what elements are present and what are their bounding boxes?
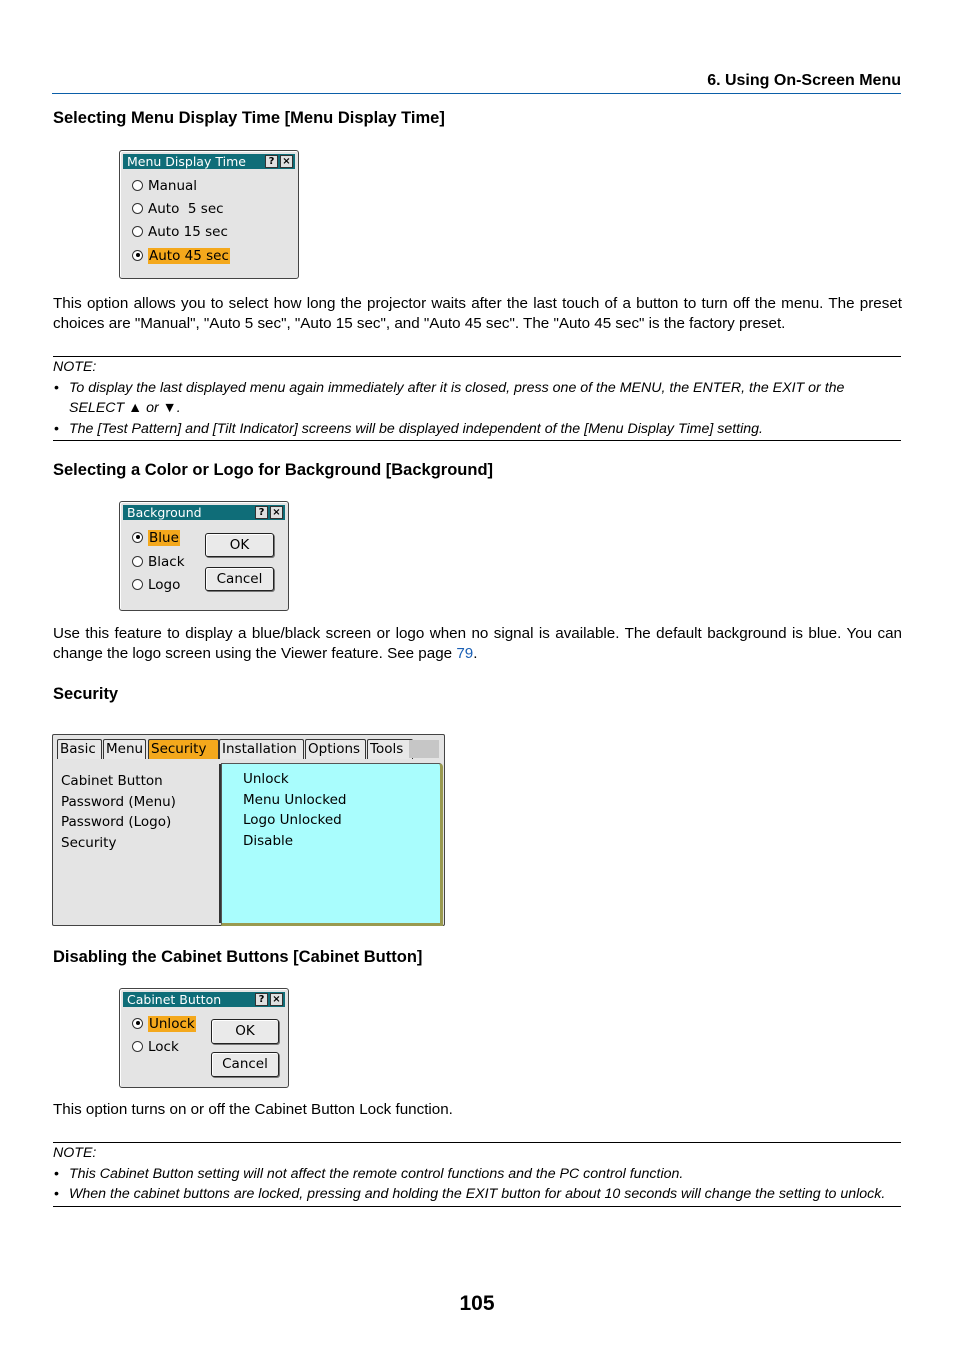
- paragraph-text-end: .: [473, 645, 478, 662]
- tab-basic[interactable]: Basic: [57, 739, 102, 759]
- note-label: NOTE:: [53, 359, 97, 375]
- radio-selected-icon: [132, 1018, 143, 1029]
- radio-label: Lock: [148, 1039, 179, 1055]
- note-list: [53, 1164, 901, 1205]
- radio-label: Auto 5 sec: [148, 201, 224, 217]
- note-label: NOTE:: [53, 1145, 97, 1161]
- radio-selected-icon: [132, 532, 143, 543]
- cancel-button[interactable]: Cancel: [211, 1052, 279, 1077]
- paragraph-cabinet-button: This option turns on or off the Cabinet Button Lock function.: [53, 1101, 453, 1118]
- section-heading-cabinet-button: Disabling the Cabinet Buttons [Cabinet Button]: [53, 948, 423, 966]
- page-link[interactable]: 79: [456, 645, 474, 662]
- note-item: • When the cabinet buttons are locked, pressing and holding the EXIT button for about 10 seconds will change the setting to unlock.: [53, 1184, 901, 1205]
- radio-option-manual[interactable]: [132, 177, 197, 195]
- radio-icon: [132, 203, 143, 214]
- dialog-title-bar: [123, 992, 285, 1007]
- list-item-password-logo[interactable]: Password (Logo): [61, 814, 172, 830]
- radio-option-black[interactable]: [132, 553, 185, 571]
- value-password-menu: Menu Unlocked: [243, 791, 347, 808]
- paragraph-background: [53, 624, 902, 664]
- ok-button[interactable]: OK: [211, 1019, 279, 1044]
- radio-option-auto-15[interactable]: [132, 223, 228, 241]
- security-value-list: [243, 769, 346, 851]
- note-box: [53, 356, 901, 441]
- tab-tools[interactable]: Tools: [367, 739, 413, 759]
- value-cabinet-button: Unlock: [243, 771, 289, 787]
- note-box: [53, 1142, 901, 1207]
- radio-label: Logo: [148, 577, 181, 593]
- radio-icon: [132, 180, 143, 191]
- menu-display-time-dialog: [119, 150, 299, 279]
- help-icon[interactable]: ?: [255, 506, 268, 519]
- dialog-title-bar: [123, 154, 295, 169]
- radio-label-selected: Blue: [149, 530, 179, 546]
- radio-option-logo[interactable]: [132, 576, 180, 594]
- value-security: Disable: [243, 832, 294, 849]
- note-item: • The [Test Pattern] and [Tilt Indicator] screens will be displayed independent of the [Menu Display Time] setting.: [53, 419, 901, 440]
- section-heading-menu-display-time: Selecting Menu Display Time [Menu Display Time]: [53, 109, 445, 127]
- tab-menu[interactable]: Menu: [103, 739, 146, 759]
- note-list: [53, 378, 901, 440]
- close-icon[interactable]: ×: [280, 155, 293, 168]
- help-icon[interactable]: ?: [255, 993, 268, 1006]
- security-value-panel: [221, 763, 443, 926]
- radio-icon: [132, 1041, 143, 1052]
- radio-icon: [132, 556, 143, 567]
- section-heading-background: Selecting a Color or Logo for Background [Background]: [53, 461, 494, 479]
- chapter-title: 6. Using On-Screen Menu: [707, 72, 901, 89]
- security-item-list: [61, 771, 176, 853]
- radio-label-selected: Auto 45 sec: [149, 248, 229, 264]
- cancel-button[interactable]: Cancel: [205, 567, 274, 591]
- radio-option-auto-45[interactable]: [132, 247, 230, 265]
- tab-security[interactable]: Security: [148, 739, 219, 759]
- close-icon[interactable]: ×: [270, 993, 283, 1006]
- radio-label-selected: Unlock: [149, 1016, 195, 1032]
- section-heading-security: Security: [53, 685, 119, 703]
- help-icon[interactable]: ?: [265, 155, 278, 168]
- ok-button[interactable]: OK: [205, 533, 274, 557]
- radio-icon: [132, 579, 143, 590]
- tab-strip-fill: [409, 740, 439, 758]
- radio-label: Auto 15 sec: [148, 224, 228, 240]
- close-icon[interactable]: ×: [270, 506, 283, 519]
- page-number: 105: [459, 1292, 495, 1315]
- radio-option-lock[interactable]: [132, 1038, 179, 1056]
- cabinet-button-dialog: [119, 988, 289, 1088]
- header-rule: [52, 93, 901, 94]
- dialog-title-bar: [123, 505, 285, 520]
- tab-options[interactable]: Options: [305, 739, 366, 759]
- radio-icon: [132, 226, 143, 237]
- dialog-title: Cabinet Button: [127, 992, 222, 1007]
- dialog-title: Background: [127, 505, 202, 520]
- radio-selected-icon: [132, 250, 143, 261]
- radio-label: Black: [148, 554, 185, 570]
- radio-option-unlock[interactable]: [132, 1015, 196, 1033]
- list-item-cabinet-button[interactable]: Cabinet Button: [61, 773, 163, 789]
- tab-installation[interactable]: Installation: [219, 739, 304, 759]
- paragraph-menu-display-time: This option allows you to select how long the projector waits after the last touch of a button to turn off the menu. The preset choices are "Manual", "Auto 5 sec", "Auto 15 sec", and "Auto 45 sec". The "Auto 45 sec" is the factory preset.: [53, 295, 902, 332]
- list-item-security[interactable]: Security: [61, 834, 117, 851]
- note-item: • To display the last displayed menu again immediately after it is closed, press one of the MENU, the ENTER, the EXIT or the SELECT ▲ or ▼.: [53, 378, 901, 419]
- list-item-password-menu[interactable]: Password (Menu): [61, 793, 176, 810]
- paragraph-text: Use this feature to display a blue/black screen or logo when no signal is available. The default background is blue. You can change the logo screen using the Viewer feature. See page: [53, 625, 902, 662]
- background-dialog: [119, 501, 289, 611]
- radio-label: Manual: [148, 178, 198, 194]
- security-menu-panel: [52, 734, 445, 926]
- radio-option-auto-5[interactable]: [132, 200, 224, 218]
- radio-option-blue[interactable]: [132, 529, 180, 547]
- note-item: • This Cabinet Button setting will not affect the remote control functions and the PC control function.: [53, 1164, 901, 1185]
- value-password-logo: Logo Unlocked: [243, 812, 342, 828]
- dialog-title: Menu Display Time: [127, 154, 246, 169]
